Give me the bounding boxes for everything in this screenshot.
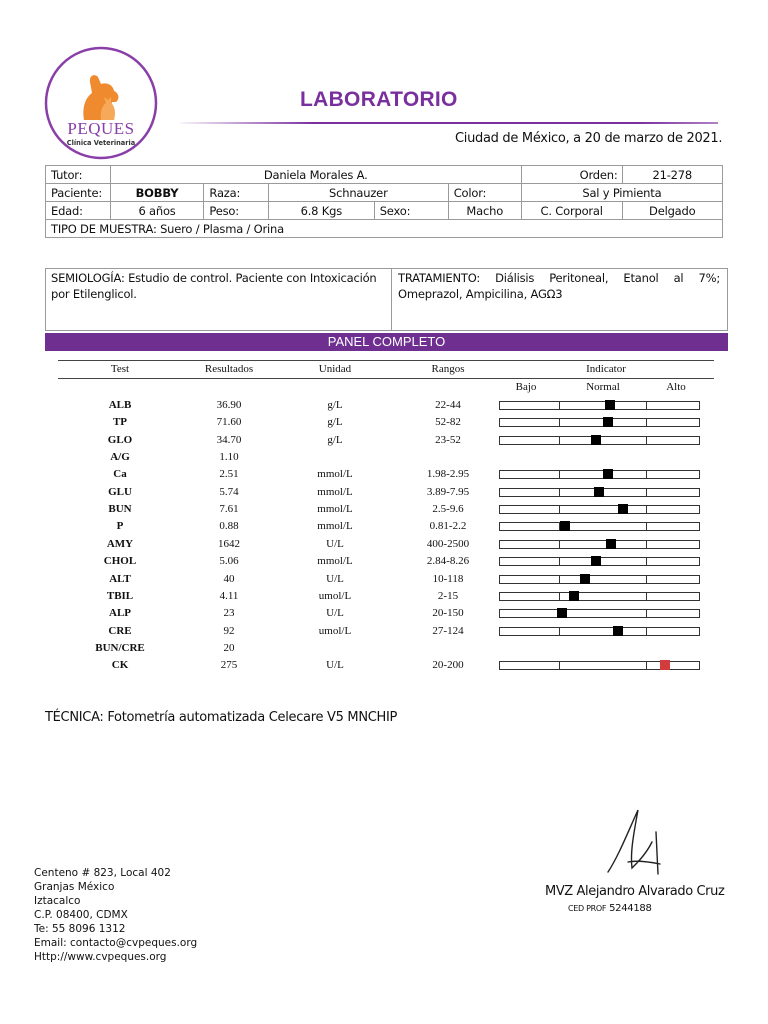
raza-value: Schnauzer <box>268 184 448 202</box>
indicator-marker <box>560 521 570 531</box>
indicator-marker <box>660 660 670 670</box>
header-rule <box>58 378 714 379</box>
logo-brand: PEQUES <box>67 119 135 138</box>
peso-label: Peso: <box>204 202 269 220</box>
row-test: TBIL <box>106 589 134 602</box>
indicator-tick <box>646 557 647 566</box>
indicator-bar <box>499 661 700 670</box>
indicator-tick <box>646 470 647 479</box>
header-range: Rangos <box>431 363 465 375</box>
indicator-tick <box>559 436 560 445</box>
indicator-tick <box>559 418 560 427</box>
row-range: 0.81-2.2 <box>429 520 467 533</box>
row-unit: U/L <box>326 659 344 672</box>
row-unit: g/L <box>327 399 343 411</box>
row-unit: umol/L <box>318 624 352 637</box>
indicator-tick <box>559 401 560 410</box>
indicator-marker <box>569 591 579 601</box>
row-result: 71.60 <box>216 416 242 429</box>
color-value: Sal y Pimienta <box>521 184 722 202</box>
doctor-name: MVZ Alejandro Alvarado Cruz <box>545 884 725 899</box>
row-unit: U/L <box>326 572 344 585</box>
row-test: P <box>116 520 124 533</box>
row-result: 92 <box>223 624 235 637</box>
row-result: 5.74 <box>219 485 239 498</box>
header-unit: Unidad <box>318 363 352 375</box>
indicator-bar <box>499 609 700 618</box>
label-alto: Alto <box>666 381 686 393</box>
indicator-tick <box>559 540 560 549</box>
row-test: CHOL <box>103 555 137 568</box>
phone-line: Te: 55 8096 1312 <box>34 923 126 935</box>
row-test: ALT <box>109 572 131 585</box>
cedula-label: CED PROF <box>568 904 607 913</box>
address-block <box>34 866 197 964</box>
indicator-tick <box>559 575 560 584</box>
indicator-tick <box>646 436 647 445</box>
indicator-bar <box>499 522 700 531</box>
row-result: 4.11 <box>219 589 239 602</box>
paciente-value: BOBBY <box>110 184 204 202</box>
indicator-marker <box>605 400 615 410</box>
indicator-tick <box>646 505 647 514</box>
row-range: 10-118 <box>432 572 464 585</box>
indicator-marker <box>618 504 628 514</box>
address-line: Granjas México <box>34 881 115 893</box>
row-range: 1.98-2.95 <box>426 468 470 481</box>
row-result: 0.88 <box>219 520 239 533</box>
paciente-label: Paciente: <box>46 184 111 202</box>
edad-label: Edad: <box>46 202 111 220</box>
row-test: Ca <box>113 468 127 481</box>
indicator-marker <box>606 539 616 549</box>
row-unit: U/L <box>326 607 344 620</box>
tutor-label: Tutor: <box>46 166 111 184</box>
indicator-marker <box>603 469 613 479</box>
indicator-tick <box>559 627 560 636</box>
indicator-marker <box>557 608 567 618</box>
date-line: Ciudad de México, a 20 de marzo de 2021. <box>455 131 723 146</box>
notes-divider <box>391 268 392 331</box>
row-result: 275 <box>220 659 238 672</box>
indicator-tick <box>646 592 647 601</box>
row-result: 23 <box>223 607 235 620</box>
address-line: C.P. 08400, CDMX <box>34 909 128 921</box>
indicator-tick <box>646 522 647 531</box>
row-range: 3.89-7.95 <box>426 485 470 498</box>
tutor-value: Daniela Morales A. <box>110 166 521 184</box>
indicator-marker <box>591 435 601 445</box>
row-result: 34.70 <box>216 433 242 446</box>
row-test: GLO <box>107 433 133 446</box>
row-result: 20 <box>223 641 235 654</box>
label-normal: Normal <box>586 381 620 393</box>
info-row-tutor <box>46 166 723 184</box>
row-test: TP <box>112 416 128 429</box>
indicator-marker <box>613 626 623 636</box>
email-line[interactable]: Email: contacto@cvpeques.org <box>34 937 198 949</box>
header-result: Resultados <box>204 363 254 375</box>
tratamiento-text: TRATAMIENTO: Diálisis Peritoneal, Etanol al 7%; Omeprazol, Ampicilina, AGΩ3 <box>398 271 720 301</box>
row-range: 23-52 <box>435 433 461 446</box>
indicator-tick <box>646 401 647 410</box>
signature <box>598 802 662 882</box>
indicator-marker <box>594 487 604 497</box>
page-title: LABORATORIO <box>300 88 458 111</box>
indicator-tick <box>559 557 560 566</box>
address-line: Iztacalco <box>34 895 81 907</box>
cedula-number: 5244188 <box>609 903 652 914</box>
lab-results <box>58 360 714 680</box>
info-row-paciente <box>46 184 723 202</box>
label-bajo: Bajo <box>515 381 537 393</box>
row-unit: g/L <box>327 433 343 446</box>
row-range: 2.84-8.26 <box>426 555 470 568</box>
row-range: 22-44 <box>435 399 461 411</box>
tipo-muestra: TIPO DE MUESTRA: Suero / Plasma / Orina <box>46 220 723 238</box>
indicator-bar <box>499 488 700 497</box>
row-range: 2.5-9.6 <box>432 503 464 516</box>
row-test: BUN <box>108 503 132 516</box>
peques-logo <box>44 46 158 160</box>
indicator-tick <box>646 540 647 549</box>
row-unit: mmol/L <box>317 503 353 516</box>
row-test: ALP <box>109 607 131 620</box>
row-range: 20-200 <box>432 659 464 672</box>
row-range: 52-82 <box>435 416 461 429</box>
indicator-bar <box>499 557 700 566</box>
tecnica-text: TÉCNICA: Fotometría automatizada Celecare V5 MNCHIP <box>45 710 398 725</box>
peso-value: 6.8 Kgs <box>268 202 374 220</box>
indicator-tick <box>646 488 647 497</box>
row-result: 2.51 <box>219 468 239 481</box>
row-test: ALB <box>108 399 132 411</box>
row-test: AMY <box>106 537 134 550</box>
row-result: 1642 <box>218 537 240 550</box>
row-unit: mmol/L <box>317 485 353 498</box>
row-result: 40 <box>223 572 235 585</box>
header-test: Test <box>110 363 130 375</box>
corporal-value: Delgado <box>622 202 722 220</box>
address-line: Centeno # 823, Local 402 <box>34 867 171 879</box>
row-unit: umol/L <box>318 589 352 602</box>
indicator-bar <box>499 418 700 427</box>
indicator-tick <box>646 418 647 427</box>
indicator-tick <box>559 488 560 497</box>
row-test: A/G <box>110 451 130 464</box>
row-test: GLU <box>108 485 132 498</box>
semiologia-text: SEMIOLOGÍA: Estudio de control. Paciente con Intoxicación por Etilenglicol. <box>51 271 377 301</box>
row-range: 20-150 <box>432 607 464 620</box>
patient-info-table <box>45 165 723 238</box>
cedula <box>568 903 652 914</box>
corporal-label: C. Corporal <box>521 202 622 220</box>
orden-label: Orden: <box>521 166 622 184</box>
indicator-bar <box>499 592 700 601</box>
title-divider <box>180 122 718 124</box>
row-unit: g/L <box>327 416 343 429</box>
orden-value: 21-278 <box>622 166 722 184</box>
row-test: CRE <box>108 624 132 637</box>
indicator-marker <box>580 574 590 584</box>
sexo-label: Sexo: <box>374 202 448 220</box>
indicator-tick <box>559 592 560 601</box>
row-unit: mmol/L <box>317 468 353 481</box>
indicator-bar <box>499 470 700 479</box>
indicator-marker <box>591 556 601 566</box>
indicator-bar <box>499 627 700 636</box>
indicator-tick <box>646 575 647 584</box>
indicator-tick <box>646 609 647 618</box>
logo-subtitle: Clínica Veterinaria <box>66 139 136 147</box>
indicator-tick <box>646 661 647 670</box>
row-test: BUN/CRE <box>95 641 145 654</box>
indicator-tick <box>559 661 560 670</box>
row-range: 400-2500 <box>426 537 470 550</box>
row-result: 1.10 <box>219 451 239 464</box>
row-range: 27-124 <box>432 624 464 637</box>
row-range: 2-15 <box>437 589 459 602</box>
raza-label: Raza: <box>204 184 269 202</box>
row-unit: mmol/L <box>317 555 353 568</box>
row-result: 36.90 <box>216 399 242 411</box>
indicator-bar <box>499 540 700 549</box>
sexo-value: Macho <box>448 202 521 220</box>
info-row-edad <box>46 202 723 220</box>
indicator-bar <box>499 505 700 514</box>
header-indicator: Indicator <box>586 363 626 375</box>
row-unit: mmol/L <box>317 520 353 533</box>
indicator-tick <box>559 470 560 479</box>
info-row-muestra <box>46 220 723 238</box>
indicator-tick <box>646 627 647 636</box>
row-result: 7.61 <box>219 503 239 516</box>
row-unit: U/L <box>326 537 344 550</box>
panel-title: PANEL COMPLETO <box>327 334 446 349</box>
row-result: 5.06 <box>219 555 239 568</box>
indicator-bar <box>499 401 700 410</box>
indicator-tick <box>559 505 560 514</box>
indicator-bar <box>499 436 700 445</box>
table-top-rule <box>58 360 714 361</box>
color-label: Color: <box>448 184 521 202</box>
edad-value: 6 años <box>110 202 204 220</box>
row-test: CK <box>111 659 129 672</box>
website-line[interactable]: Http://www.cvpeques.org <box>34 951 167 963</box>
indicator-bar <box>499 575 700 584</box>
indicator-marker <box>603 417 613 427</box>
